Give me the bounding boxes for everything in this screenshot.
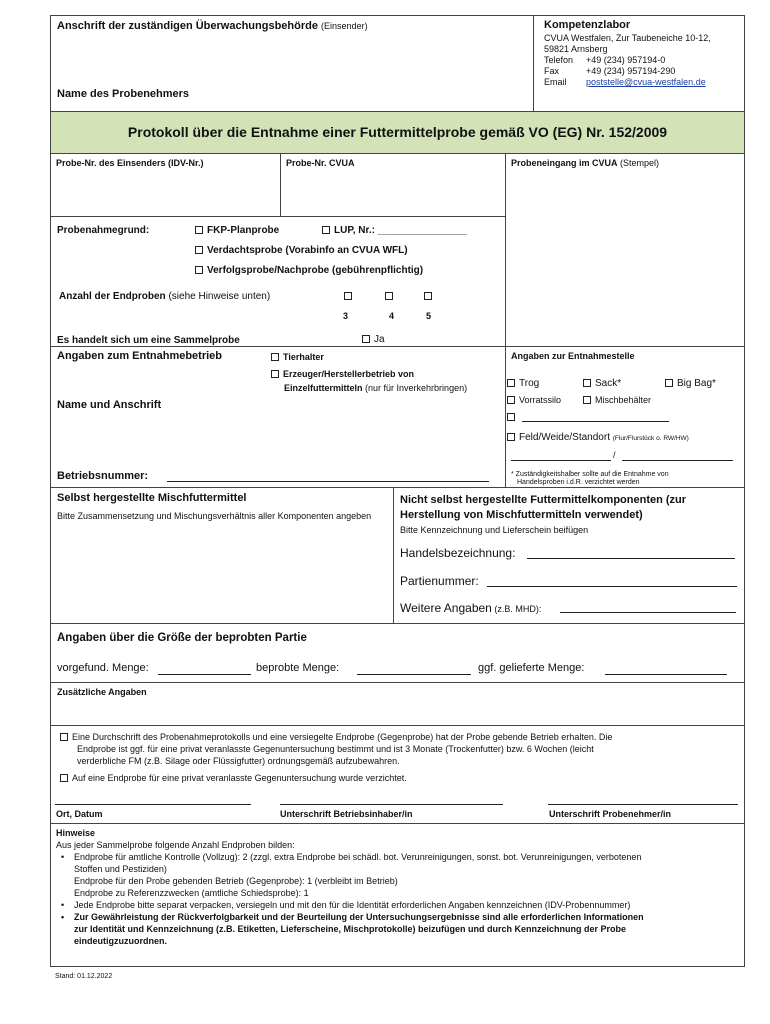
reason-option-fkp[interactable] xyxy=(195,225,279,236)
probenehmer-signature-label: Unterschrift Probenehmer/in xyxy=(549,809,672,819)
phone-label: Telefon xyxy=(544,55,574,65)
nicht-selbst-text: Bitte Kennzeichnung und Lieferschein beifügen xyxy=(400,525,589,535)
checkbox[interactable] xyxy=(271,353,279,361)
checkbox[interactable] xyxy=(583,396,591,404)
endproben-note: (siehe Hinweise unten) xyxy=(168,291,271,302)
title-bar xyxy=(51,112,744,153)
nicht-selbst-title-2: Herstellung von Mischfuttermitteln verwendet) xyxy=(400,509,643,521)
phone-value: +49 (234) 957194-0 xyxy=(586,55,666,65)
vorgefunden-label: vorgefund. Menge: xyxy=(57,662,149,674)
handelsbezeichnung-field[interactable] xyxy=(527,558,735,559)
lab-address-2: 59821 Arnsberg xyxy=(544,44,608,54)
endproben-number-4: 4 xyxy=(389,311,395,321)
receipt-note: (Stempel) xyxy=(620,158,660,168)
hinweise-item-1-line-2: Stoffen und Pestiziden) xyxy=(74,864,167,874)
ort-datum-label: Ort, Datum xyxy=(56,809,103,819)
reason-option-lup-label: LUP, Nr.: ________________ xyxy=(334,225,467,236)
stelle-option-trog[interactable] xyxy=(507,378,539,389)
lab-fax-row xyxy=(544,66,711,77)
hinweise-section xyxy=(56,827,742,947)
zusatz-field[interactable] xyxy=(57,700,737,722)
reason-option-verdacht-label: Verdachtsprobe (Vorabinfo an CVUA WFL) xyxy=(207,245,408,256)
betrieb-option-erzeuger-label-2: Einzelfuttermitteln xyxy=(284,383,363,393)
nicht-selbst-title xyxy=(400,493,686,523)
checkbox[interactable] xyxy=(60,774,68,782)
stelle-option-vorrat-label: Vorratssilo xyxy=(519,395,562,405)
verzicht-label: Auf eine Endprobe für eine privat veranlasste Gegenuntersuchung wurde verzichtet. xyxy=(72,773,407,783)
endproben-number-3: 3 xyxy=(343,311,349,321)
checkbox[interactable] xyxy=(60,733,68,741)
durchschrift-line-3: verderbliche FM (z.B. Silage oder Flüssigfutter) ordnungsgemäß aufzubewahren. xyxy=(77,756,400,766)
stelle-footnote-1: * Zuständigkeitshalber sollte auf die Entnahme von xyxy=(511,471,669,478)
betrieb-name-field[interactable] xyxy=(57,414,497,464)
hinweise-item-1 xyxy=(56,851,742,899)
endproben-label-text: Anzahl der Endproben xyxy=(59,291,166,302)
hinweise-title: Hinweise xyxy=(56,828,96,838)
endproben-label xyxy=(59,291,270,302)
betrieb-option-erzeuger-note: (nur für Inverkehrbringen) xyxy=(365,383,468,393)
sammelprobe-yes-option[interactable] xyxy=(362,334,385,345)
cvua-sample-no-label: Probe-Nr. CVUA xyxy=(286,158,355,168)
sender-address-field[interactable] xyxy=(88,40,518,80)
weitere-angaben-label-text: Weitere Angaben xyxy=(400,601,492,615)
email-link[interactable]: poststelle@cvua-westfalen.de xyxy=(586,77,706,87)
betrieb-option-tierhalter-label: Tierhalter xyxy=(283,352,324,362)
inhaber-signature-line[interactable] xyxy=(280,804,503,805)
fax-label: Fax xyxy=(544,66,560,76)
reason-option-verfolg-label: Verfolgsprobe/Nachprobe (gebührenpflichtig) xyxy=(207,265,424,276)
hinweise-item-3-line-1: • Zur Gewährleistung der Rückverfolgbarkeit und der Beurteilung der Untersuchungsergebnisse sind alle erforderlichen Informationen xyxy=(74,912,644,922)
hinweise-item-3-line-3: eindeutigzuzuordnen. xyxy=(74,936,167,946)
selbst-title: Selbst hergestellte Mischfuttermittel xyxy=(57,492,247,504)
receipt-label xyxy=(511,158,659,168)
beprobt-label: beprobte Menge: xyxy=(256,662,340,674)
checkbox[interactable] xyxy=(195,246,203,254)
hinweise-item-2 xyxy=(56,899,742,911)
reason-option-fkp-label: FKP-Planprobe xyxy=(207,225,280,236)
receipt-label-text: Probeneingang im CVUA xyxy=(511,158,618,168)
verzicht-option[interactable] xyxy=(60,773,407,783)
checkbox[interactable] xyxy=(507,413,515,421)
checkbox[interactable] xyxy=(507,379,515,387)
stelle-option-feld-note: (Flur/Flurstück o. RW/HW) xyxy=(612,435,689,442)
checkbox[interactable] xyxy=(195,226,203,234)
stelle-feld-field-1[interactable] xyxy=(511,460,611,461)
endproben-checkbox-4[interactable] xyxy=(385,292,393,300)
sender-sample-no-field[interactable] xyxy=(52,172,278,214)
sampler-label: Name des Probenehmers xyxy=(57,88,190,100)
stelle-other-field[interactable] xyxy=(522,421,669,422)
checkbox[interactable] xyxy=(583,379,591,387)
stelle-option-bigbag-label: Big Bag* xyxy=(677,378,716,389)
hinweise-intro: Aus jeder Sammelprobe folgende Anzahl Endproben bilden: xyxy=(56,840,295,850)
weitere-angaben-note: (z.B. MHD): xyxy=(494,604,542,614)
stelle-feld-slash: / xyxy=(613,450,616,460)
stelle-option-other[interactable] xyxy=(507,412,519,422)
betrieb-title: Angaben zum Entnahmebetrieb xyxy=(57,350,223,362)
weitere-angaben-label xyxy=(400,601,541,615)
betrieb-option-erzeuger-label: Erzeuger/Herstellerbetrieb von xyxy=(283,369,415,379)
endproben-number-5: 5 xyxy=(426,311,432,321)
endproben-checkbox-5[interactable] xyxy=(424,292,432,300)
stelle-option-bigbag[interactable] xyxy=(665,378,716,389)
stelle-option-trog-label: Trog xyxy=(519,378,540,389)
durchschrift-line-2: Endprobe ist ggf. für eine privat veranlasste Gegenuntersuchung bestimmt und ist 3 Monate (Trockenfutter) bzw. 6 Wochen (leicht xyxy=(77,744,594,754)
ort-datum-line[interactable] xyxy=(55,804,251,805)
hinweise-item-1-line-1: • Endprobe für amtliche Kontrolle (Vollzug): 2 (zzgl. extra Endprobe bei schädl. bot. Verunreinigungen, sonst. bot. Verunreinigungen, verbotenen xyxy=(74,852,642,862)
sender-label xyxy=(57,20,368,32)
checkbox[interactable] xyxy=(507,396,515,404)
weitere-angaben-field[interactable] xyxy=(560,612,736,613)
nicht-selbst-title-1: Nicht selbst hergestellte Futtermittelkomponenten (zur xyxy=(400,494,687,506)
stelle-title: Angaben zur Entnahmestelle xyxy=(511,351,635,361)
hinweise-item-3 xyxy=(56,911,742,947)
checkbox[interactable] xyxy=(665,379,673,387)
selbst-field[interactable] xyxy=(57,538,387,618)
geliefert-field[interactable] xyxy=(605,674,727,675)
sammelprobe-label: Es handelt sich um eine Sammelprobe xyxy=(57,335,240,346)
hinweise-list xyxy=(56,851,742,947)
lab-address-1: CVUA Westfalen, Zur Taubeneiche 10-12, xyxy=(544,33,711,43)
lab-info xyxy=(544,20,711,88)
stelle-option-feld-label: Feld/Weide/Standort xyxy=(519,432,610,443)
stelle-option-misch-label: Mischbehälter xyxy=(595,395,652,405)
sender-sample-no-label: Probe-Nr. des Einsenders (IDV-Nr.) xyxy=(56,158,204,168)
handelsbezeichnung-label: Handelsbezeichnung: xyxy=(400,546,516,560)
fax-value: +49 (234) 957194-290 xyxy=(586,66,676,76)
groesse-title: Angaben über die Größe der beprobten Partie xyxy=(57,632,307,644)
probenehmer-signature-line[interactable] xyxy=(548,804,738,805)
stelle-footnote-2: Handelsproben i.d.R. verzichtet werden xyxy=(517,479,640,486)
reason-label: Probenahmegrund: xyxy=(57,225,150,236)
beprobt-field[interactable] xyxy=(357,674,471,675)
checkbox[interactable] xyxy=(322,226,330,234)
endproben-checkbox-3[interactable] xyxy=(344,292,352,300)
email-label: Email xyxy=(544,77,567,87)
hinweise-item-2-text: • Jede Endprobe bitte separat verpacken, versiegeln und mit den für die Identität erforderlichen Angaben kennzeichnen (IDV-Probennummer) xyxy=(74,900,631,910)
stelle-option-sack[interactable] xyxy=(583,378,621,389)
hinweise-item-3-line-2: zur Identität und Kennzeichnung (z.B. Etiketten, Lieferscheine, Mischprotokolle) beizufügen und durch Kennzeichnung der Probe xyxy=(74,924,627,934)
stand-date: Stand: 01.12.2022 xyxy=(55,973,113,980)
checkbox[interactable] xyxy=(362,335,370,343)
cvua-sample-no-field[interactable] xyxy=(282,172,503,214)
sammelprobe-yes-label: Ja xyxy=(374,334,385,345)
sender-note: (Einsender) xyxy=(321,21,368,31)
sender-label-text: Anschrift der zuständigen Überwachungsbehörde xyxy=(57,20,318,32)
hinweise-item-1-line-3: Endprobe für den Probe gebenden Betrieb (Gegenprobe): 1 (verbleibt im Betrieb) xyxy=(74,876,398,886)
vorgefunden-field[interactable] xyxy=(158,674,251,675)
lab-title: Kompetenzlabor xyxy=(544,19,631,31)
betrieb-option-tierhalter[interactable] xyxy=(271,352,324,362)
page-title: Protokoll über die Entnahme einer Futtermittelprobe gemäß VO (EG) Nr. 152/2009 xyxy=(127,124,668,140)
zusatz-title: Zusätzliche Angaben xyxy=(57,687,147,697)
partienummer-field[interactable] xyxy=(487,586,737,587)
betrieb-name-label: Name und Anschrift xyxy=(57,399,162,411)
betriebsnummer-label: Betriebsnummer: xyxy=(57,470,149,482)
checkbox[interactable] xyxy=(195,266,203,274)
durchschrift-option[interactable] xyxy=(60,731,612,767)
checkbox[interactable] xyxy=(507,433,515,441)
reason-option-verdacht[interactable] xyxy=(195,245,408,256)
stelle-option-vorrat[interactable] xyxy=(507,395,561,405)
lab-email-row xyxy=(544,77,711,88)
selbst-text: Bitte Zusammensetzung und Mischungsverhältnis aller Komponenten angeben xyxy=(57,511,372,521)
reason-option-lup[interactable] xyxy=(322,225,467,236)
reason-option-verfolg[interactable] xyxy=(195,265,423,276)
checkbox[interactable] xyxy=(271,370,279,378)
stelle-option-sack-label: Sack* xyxy=(595,378,622,389)
stelle-option-misch[interactable] xyxy=(583,395,651,405)
hinweise-item-1-line-4: Endprobe zu Referenzzwecken (amtliche Schiedsprobe): 1 xyxy=(74,888,309,898)
betrieb-option-erzeuger[interactable] xyxy=(271,369,414,379)
geliefert-label: ggf. gelieferte Menge: xyxy=(478,662,585,674)
betriebsnummer-field[interactable] xyxy=(167,481,489,482)
durchschrift-line-1: Eine Durchschrift des Probenahmeprotokolls und eine versiegelte Endprobe (Gegenprobe) hat der Probe gebende Betrieb erhalten. Die xyxy=(72,732,613,742)
inhaber-signature-label: Unterschrift Betriebsinhaber/in xyxy=(280,809,413,819)
betrieb-option-erzeuger-cont xyxy=(284,383,467,393)
lab-phone-row xyxy=(544,55,711,66)
stelle-feld-field-2[interactable] xyxy=(622,460,733,461)
partienummer-label: Partienummer: xyxy=(400,574,479,588)
stelle-footnote xyxy=(511,471,669,487)
stelle-option-feld[interactable] xyxy=(507,432,689,443)
